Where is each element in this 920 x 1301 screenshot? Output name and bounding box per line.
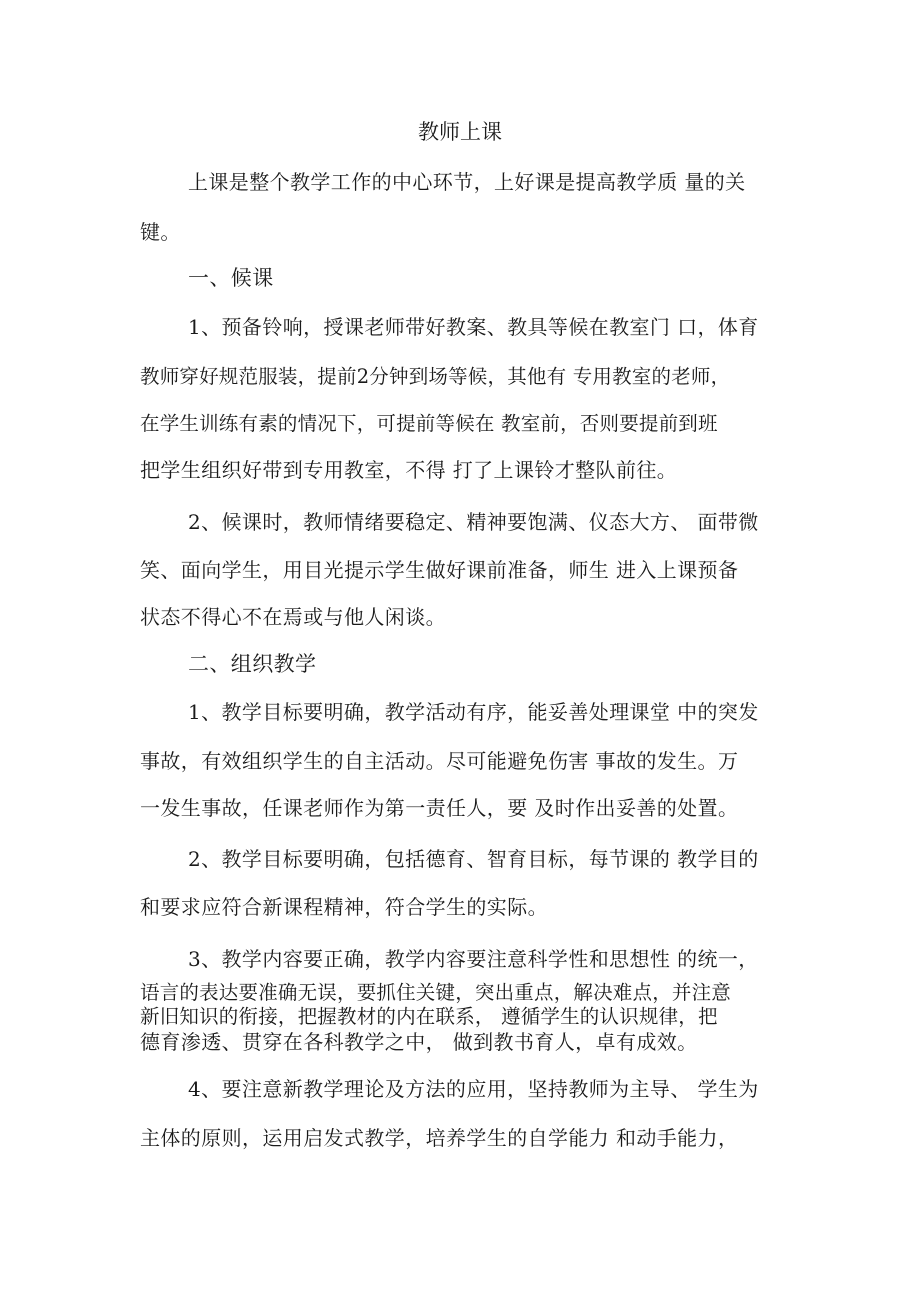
paragraph-line: 一发生事故，任课老师作为第一责任人，要 及时作出妥善的处置。	[140, 796, 739, 820]
paragraph-line: 把学生组织好带到专用教室，不得 打了上课铃才整队前往。	[140, 458, 678, 482]
paragraph-line: 语言的表达要准确无误，要抓住关键，突出重点，解决难点，并注意	[140, 981, 732, 1004]
document-title: 教师上课	[418, 120, 502, 144]
paragraph-line: 上课是整个教学工作的中心环节，上好课是提高教学质 量的关	[188, 170, 746, 194]
paragraph-line: 状态不得心不在焉或与他人闲谈。	[140, 605, 446, 629]
paragraph-line: 新旧知识的衔接，把握教材的内在联系， 遵循学生的认识规律，把	[140, 1005, 718, 1028]
paragraph-line: 在学生训练有素的情况下，可提前等候在 教室前，否则要提前到班	[140, 412, 718, 435]
paragraph-line: 键。	[140, 220, 181, 244]
section-heading: 一、候课	[188, 266, 274, 290]
paragraph-line: 笑、面向学生，用目光提示学生做好课前准备，师生 进入上课预备	[140, 558, 739, 582]
paragraph-line: 2、教学目标要明确，包括德育、智育目标，每节课的 教学目的	[188, 847, 759, 871]
paragraph-line: 1、教学目标要明确，教学活动有序，能妥善处理课堂 中的突发	[188, 700, 759, 724]
paragraph-line: 4、要注意新教学理论及方法的应用，坚持教师为主导、 学生为	[188, 1077, 759, 1101]
paragraph-line: 事故，有效组织学生的自主活动。尽可能避免伤害 事故的发生。万	[140, 749, 739, 773]
paragraph-line: 主体的原则，运用启发式教学，培养学生的自学能力 和动手能力，	[140, 1126, 739, 1150]
paragraph-line: 3、教学内容要正确，教学内容要注意科学性和思想性 的统一，	[188, 947, 759, 971]
paragraph-line: 和要求应符合新课程精神，符合学生的实际。	[140, 895, 548, 919]
paragraph-line: 德育渗透、贯穿在各科教学之中， 做到教书育人，卓有成效。	[140, 1030, 698, 1054]
section-heading: 二、组织教学	[188, 652, 317, 676]
paragraph-line: 1、预备铃响，授课老师带好教案、教具等候在教室门 口，体育	[188, 315, 759, 339]
paragraph-line: 2、候课时，教师情绪要稳定、精神要饱满、仪态大方、 面带微	[188, 510, 759, 534]
paragraph-line: 教师穿好规范服装，提前2分钟到场等候，其他有 专用教室的老师，	[140, 365, 731, 388]
